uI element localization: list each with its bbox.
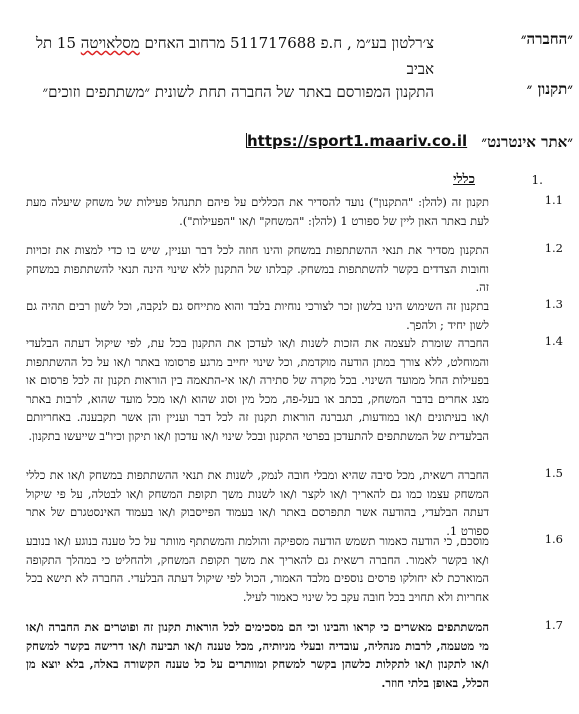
clause-text: המשתתפים מאשרים כי קראו והבינו וכי הם מסכימים לכל הוראות תקנון זה ופוטרים את החברה ו/או מי מטעמה, לרבות מנהליה, עובדיה ובעלי מניותיה, מכל טענה ו/או תביעה ו/או דרישה בקשר למשחק ו/או לתקנון ו/או לתקלות כלשהן בקשר למשחק ומוותרים על כל טענה הקשורה באלה, בלא יוצא מן הכלל, באופן בלתי חוזר.: [26, 620, 489, 690]
clause-text: החברה שומרת לעצמה את הזכות לשנות ו/או לעדכן את התקנון בכל עת, לפי שיקול דעתה הבלעדי והמוחלט, ללא צורך במתן הודעה מוקדמת, וכל שינוי יחייב מרגע פרסומו באתר ו/או על כל ההשתתפות בפעילות החל ממועד השינוי. בכל מקרה של סתירה ו/או אי-התאמה בין הוראות תקנון זה לכל פרסום או מצג אחרים בדבר המשחק, בכתב או בעל-פה, מכל מין וסוג שהוא ו/או מכל מועד שהוא, לרבות באתר ו/או בעיתונים ו/או במודעות, תגברנה הוראות תקנון זה לכל דבר ועניין והן אשר תקבענה. באחריותם הבלעדית של המשתתפים להתעדכן בפרטי התקנון ובכל שינוי ו/או עדכון ו/או תיקון וכיו"ב שייעשו בתקנון.: [26, 336, 489, 443]
clause-number: 1.6: [544, 532, 563, 546]
website-link-text[interactable]: https://sport1.maariv.co.il: [247, 132, 468, 150]
company-value: [34, 30, 434, 82]
clause-text: החברה רשאית, מכל סיבה שהיא ומבלי חובה לנמק, לשנות את תנאי ההשתתפות במשחק ו/או את כללי המשחק עצמו כמו גם להאריך ו/או לקצר ו/או לשנות משך תקופת המשחק ו/או לבטלה, על פי שיקול דעתה הבלעדי, בהודעה אשר תתפרסם באתר ו/או בעמוד הפייסבוק ו/או בעמוד האינסטגרם של אתר ספורט 1.: [26, 468, 489, 538]
section-title: כללי: [453, 172, 475, 187]
website-label: ״אתר אינטרנט״: [481, 133, 573, 151]
clause-text: מוסכם, כי הודעה כאמור תשמש הודעה מספיקה והולמת והמשתתף מוותר על כל טענה בנוגע ו/או בנובע ו/או בקשר לאמור. החברה רשאית גם להאריך את משך תקופת המשחק, ולהחליט כי במהלך התקופה המוארכת לא יחולקו פרסים נוספים מלבד האמור, הכול לפי שיקול דעתה הבלעדי. החברה לא תישא בכל אחריות ולא תחויב בכל חובה עקב כל שינוי כאמור לעיל.: [26, 534, 489, 604]
clause-text: בתקנון זה השימוש הינו בלשון זכר לצורכי נוחיות בלבד והוא מתייחס גם לנקבה, וכל לשון רבים תהיה גם לשון יחיד ; ולהפך.: [26, 299, 489, 332]
clause-text: תקנון זה (להלן: "התקנון") נועד להסדיר את הכללים על פיהם תתנהל פעילות של משחק שיעלה מעת לעת באתר האון ליין של ספורט 1 (להלן: "המשחק" ו/או "הפעילות").: [26, 195, 489, 228]
website-link[interactable]: [244, 132, 467, 150]
regulations-label: ״תקנון ״: [526, 80, 573, 98]
company-label: ״החברה״: [520, 30, 573, 48]
clause-number: 1.7: [544, 618, 563, 632]
company-value-part-1: צ׳רלטון בע״מ , ח.פ 511717688 מרחוב האחים: [139, 34, 434, 52]
clause-number: 1.2: [544, 241, 563, 255]
spellcheck-underlined-word[interactable]: מסלאויטה: [80, 34, 140, 52]
clause-number: 1.3: [544, 297, 563, 311]
clause-number: 1.4: [544, 334, 563, 348]
regulations-value: התקנון המפורסם באתר של החברה תחת לשונית ״משתתפים וזוכים״: [42, 83, 434, 101]
section-number: 1.: [531, 173, 543, 187]
clause-number: 1.5: [544, 466, 563, 480]
company-value-part-2: 15 תל אביב: [35, 34, 434, 78]
clause-text: התקנון מסדיר את תנאי ההשתתפות במשחק והינו חוזה לכל דבר ועניין, שיש בו כדי למצות את זכויות וחובות הצדדים בקשר להשתתפות במשחק. קבלתו של התקנון ללא שינוי הינה תנאי להשתתפות במשחק זה.: [26, 243, 489, 294]
clause-number: 1.1: [544, 193, 563, 207]
